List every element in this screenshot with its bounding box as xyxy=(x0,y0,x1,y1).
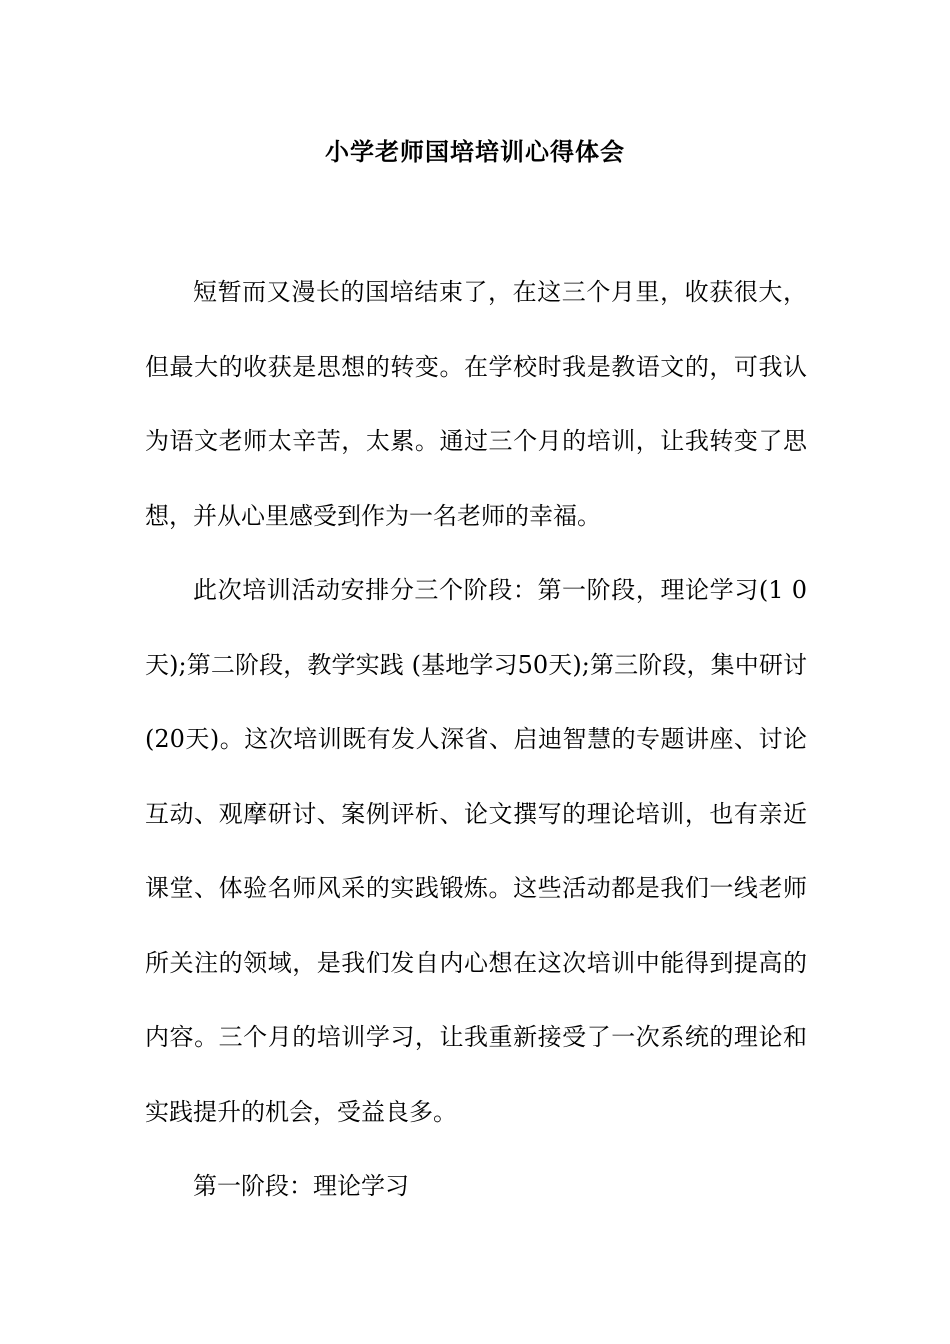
document-title: 小学老师国培培训心得体会 xyxy=(325,137,625,166)
paragraph-intro: 短暂而又漫长的国培结束了，在这三个月里，收获很大，但最大的收获是思想的转变。在学校时我是教语文的，可我认为语文老师太辛苦，太累。通过三个月的培训，让我转变了思想，并从心里感受到作为一名老师的幸福。 xyxy=(145,278,807,530)
paragraph-training-stages: 此次培训活动安排分三个阶段：第一阶段，理论学习(1 0天);第二阶段，教学实践 (基地学习50天);第三阶段，集中研讨(20天)。这次培训既有发人深省、启迪智慧的专题讲座、讨论互动、观摩研讨、案例评析、论文撰写的理论培训，也有亲近课堂、体验名师风采的实践锻炼。这些活动都是我们一线老师所关注的领域，是我们发自内心想在这次培训中能得到提高的内容。三个月的培训学习，让我重新接受了一次系统的理论和实践提升的机会，受益良多。 xyxy=(145,576,807,1126)
document-body xyxy=(145,255,807,1224)
section-heading-stage-one: 第一阶段：理论学习 xyxy=(193,1172,409,1200)
